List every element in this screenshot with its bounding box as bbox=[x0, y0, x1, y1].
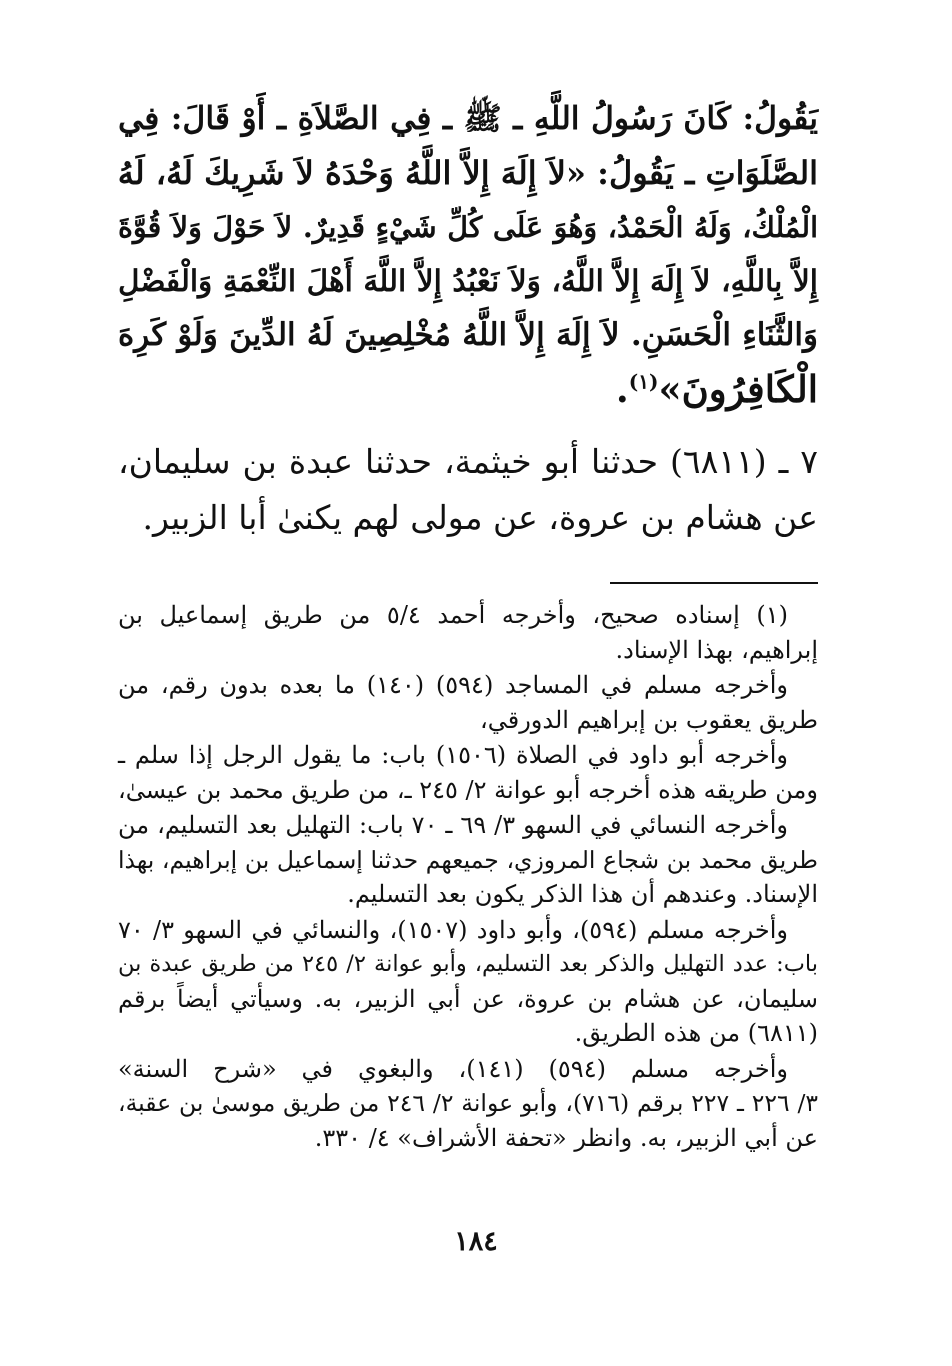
footnotes bbox=[118, 598, 818, 1156]
narration-line: عن هشام بن عروة، عن مولى لهم يكنىٰ أبا الزبير. bbox=[142, 498, 818, 537]
footnote-line: ٣/ ٢٢٦ ـ ٢٢٧ برقم (٧١٦)، وأبو عوانة ٢/ ٢٤٦ من طريق موسىٰ بن عقبة، bbox=[118, 1089, 819, 1117]
hadith-line-final bbox=[118, 362, 818, 416]
footnote-line: وأخرجه مسلم (٥٩٤)، وأبو داود (١٥٠٧)، والنسائي في السهو ٣/ ٧٠ bbox=[118, 915, 789, 944]
footnote-line: (٦٨١١) من هذه الطريق. bbox=[574, 1019, 818, 1047]
main-text bbox=[118, 92, 818, 579]
hadith-end: . bbox=[615, 367, 629, 411]
footnote-paragraph bbox=[118, 668, 818, 737]
footnote-line: وأخرجه مسلم في المساجد (٥٩٤) (١٤٠) ما بعده بدون رقم، من bbox=[118, 671, 789, 699]
footnote-paragraph bbox=[118, 598, 818, 667]
footnote-paragraph bbox=[118, 738, 818, 807]
page-number: ١٨٤ bbox=[454, 1226, 498, 1257]
footnote-marker: (١) bbox=[628, 369, 659, 394]
hadith-line: يَقُولُ: كَانَ رَسُولُ اللَّهِ ـ ﷺ ـ فِي الصَّلاَةِ ـ أَوْ قَالَ: فِي bbox=[118, 100, 818, 137]
footnote-line: طريق محمد بن شجاع المروزي، جميعهم حدثنا إسماعيل بن إبراهيم، بهذا bbox=[118, 845, 818, 874]
footnote-line: ومن طريقه هذه أخرجه أبو عوانة ٢/ ٢٤٥ ـ، من طريق محمد بن عيسىٰ، bbox=[118, 775, 818, 804]
footnote-paragraph bbox=[118, 808, 818, 912]
footnote-paragraph bbox=[118, 913, 818, 1051]
footnote-line: (١) إسناده صحيح، وأخرجه أحمد ٥/٤ من طريق إسماعيل بن bbox=[118, 601, 789, 629]
hadith-line: الصَّلَوَاتِ ـ يَقُولُ: «لاَ إِلَهَ إِلاَّ اللَّهُ وَحْدَهُ لاَ شَرِيكَ لَهُ، لَهُ bbox=[117, 154, 818, 192]
footnote-paragraph bbox=[118, 1052, 818, 1156]
footnote-line: باب: عدد التهليل والذكر بعد التسليم، وأبو عوانة ٢/ ٢٤٥ من طريق عبدة بن bbox=[118, 951, 819, 977]
footnote-line: وأخرجه أبو داود في الصلاة (١٥٠٦) باب: ما يقول الرجل إذا سلم ـ bbox=[118, 741, 789, 769]
hadith-line: وَالثَّنَاءِ الْحَسَنِ. لاَ إِلَهَ إِلاَّ اللَّهُ مُخْلِصِينَ لَهُ الدِّينَ وَلَوْ كَرِهَ bbox=[118, 317, 818, 353]
footnote-line: عن أبي الزبير، به. وانظر «تحفة الأشراف» ٤/ ٣٣٠. bbox=[314, 1123, 818, 1152]
hadith-line-text: الْكَافِرُونَ» bbox=[658, 367, 818, 411]
hadith-line: الْمُلْكُ، وَلَهُ الْحَمْدُ، وَهُوَ عَلَى كُلِّ شَيْءٍ قَدِيرٌ. لاَ حَوْلَ وَلاَ قُوَّةَ bbox=[118, 210, 818, 244]
footnote-line: سليمان، عن هشام بن عروة، عن أبي الزبير، به. وسيأتي أيضاً برقم bbox=[118, 984, 818, 1013]
narration-line: ٧ ـ (٦٨١١) حدثنا أبو خيثمة، حدثنا عبدة بن سليمان، bbox=[118, 442, 818, 481]
footnote-line: وأخرجه النسائي في السهو ٣/ ٦٩ ـ ٧٠ باب: التهليل بعد التسليم، من bbox=[118, 811, 789, 839]
hadith-text bbox=[118, 92, 818, 416]
footnote-line: وأخرجه مسلم (٥٩٤) (١٤١)، والبغوي في «شرح السنة» bbox=[118, 1054, 789, 1083]
footnote-line: طريق يعقوب بن إبراهيم الدورقي، bbox=[479, 705, 818, 734]
footnote-separator bbox=[610, 582, 818, 584]
footnote-line: إبراهيم، بهذا الإسناد. bbox=[615, 635, 818, 664]
narration-text bbox=[118, 434, 818, 546]
footnote-line: الإسناد. وعندهم أن هذا الذكر يكون بعد التسليم. bbox=[347, 880, 818, 908]
hadith-line: إِلاَّ بِاللَّهِ، لاَ إِلَهَ إِلاَّ اللَّهُ، وَلاَ نَعْبُدُ إِلاَّ اللَّهَ أَهْلَ النِّعْمَةِ وَالْفَضْلِ bbox=[118, 263, 818, 298]
